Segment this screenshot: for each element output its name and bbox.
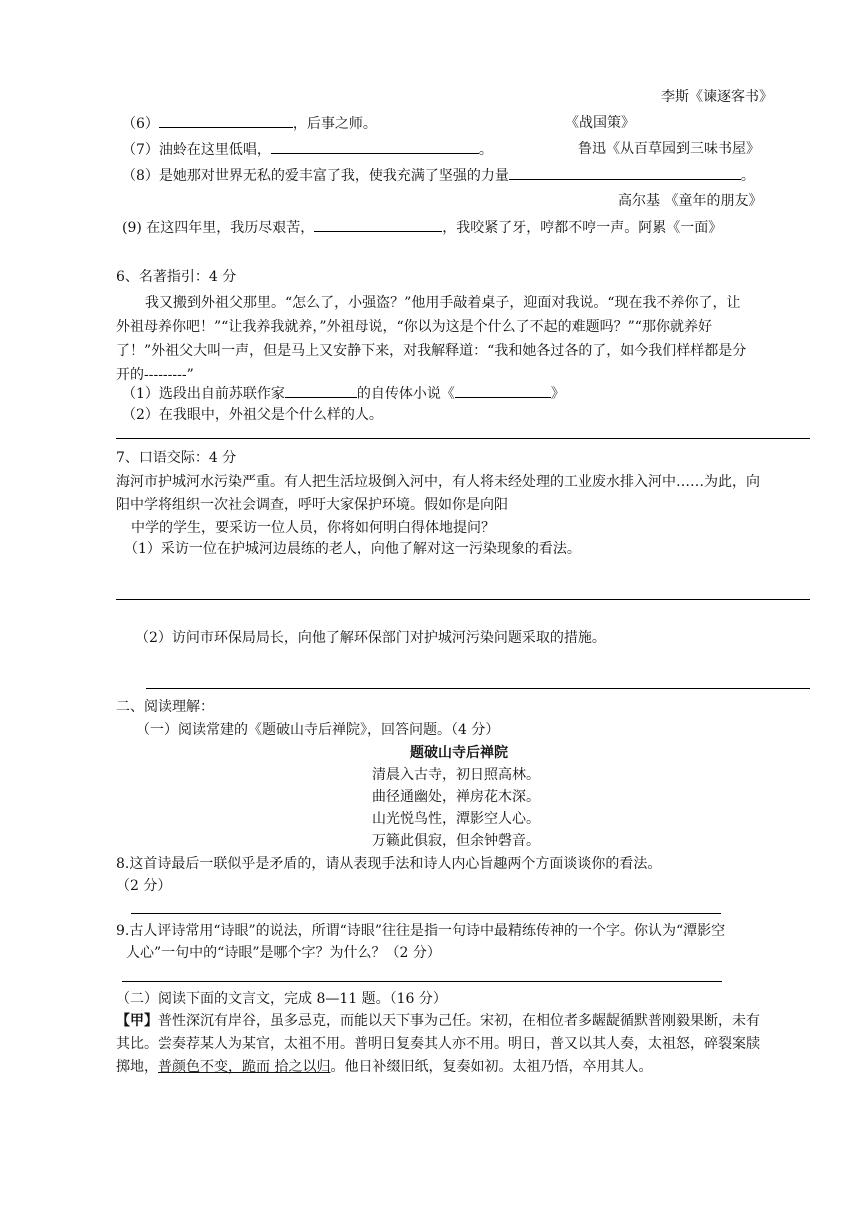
source-alei: 阿累《一面》 bbox=[638, 220, 723, 236]
question-8 bbox=[122, 164, 755, 187]
section-6-q1 bbox=[122, 382, 565, 405]
section-6-title: 6、名著指引：4 分 bbox=[116, 269, 237, 285]
classical-text-line bbox=[116, 1010, 760, 1032]
poem-line: 山光悦鸟性，潭影空人心。 bbox=[372, 811, 540, 827]
passage-line: 中学的学生，要采访一位人员，你将如何明白得体地提问？ bbox=[131, 520, 495, 536]
author-blank[interactable] bbox=[285, 382, 357, 398]
underlined-sentence: 普颜色不变，跪而 拾之以归 bbox=[158, 1059, 331, 1075]
reading-2-heading: （二）阅读下面的文言文，完成 8—11 题。（16 分） bbox=[116, 991, 447, 1007]
section-7-q1: （1）采访一位在护城河边晨练的老人，向他了解对这一污染现象的看法。 bbox=[124, 541, 581, 557]
classical-text-line bbox=[116, 1056, 652, 1078]
question-8-text: 8.这首诗最后一联似乎是矛盾的，请从表现手法和诗人内心旨趣两个方面谈谈你的看法。 bbox=[116, 856, 662, 872]
question-number: （7） bbox=[122, 142, 159, 158]
question-number: （8） bbox=[122, 168, 159, 184]
question-9 bbox=[122, 216, 722, 239]
question-text: 的自传体小说《 bbox=[356, 386, 455, 402]
question-9-text: 9.古人评诗常用“诗眼”的说法，所谓“诗眼”往往是指一句诗中最精练传神的一个字。你认为“潭影空 bbox=[116, 923, 726, 939]
question-6 bbox=[122, 112, 377, 135]
classical-text: 。他日补缀旧纸，复奏如初。太祖乃悟，卒用其人。 bbox=[330, 1059, 653, 1075]
question-text: 油蛉在这里低唱， bbox=[158, 142, 271, 158]
question-7 bbox=[122, 138, 493, 161]
passage-line: 了！”外祖父大叫一声，但是马上又安静下来，对我解释道：“我和她各过各的了，如今我们样样都是分 bbox=[116, 343, 747, 359]
poem-line: 万籁此俱寂，但余钟磬音。 bbox=[372, 833, 540, 849]
answer-blank[interactable] bbox=[314, 216, 442, 232]
question-text: 是她那对世界无私的爱丰富了我，使我充满了坚强的力量 bbox=[158, 168, 509, 184]
question-9-text-cont: 人心”一句中的“诗眼”是哪个字？为什么？（2 分） bbox=[126, 945, 441, 961]
classical-text-line: 其比。尝奏荐某人为某官，太祖不用。普明日复奏其人亦不用。明日，普又以其人奏，太祖怒，碎裂案牍 bbox=[116, 1036, 760, 1052]
question-text: 在这四年里，我历尽艰苦， bbox=[146, 220, 315, 236]
question-number: （6） bbox=[122, 116, 159, 132]
answer-blank[interactable] bbox=[271, 138, 479, 154]
source-luxun: 鲁迅《从百草园到三味书屋》 bbox=[578, 141, 760, 157]
source-lisi: 李斯《谏逐客书》 bbox=[661, 89, 773, 105]
passage-line: 我又搬到外祖父那里。“怎么了，小强盗？”他用手敲着桌子，迎面对我说。“现在我不养你了，让 bbox=[145, 295, 741, 311]
classical-text: 掷地， bbox=[116, 1059, 158, 1075]
poem-line: 清晨入古寺，初日照高林。 bbox=[372, 767, 540, 783]
question-text: 。 bbox=[478, 142, 493, 158]
question-number: (9) bbox=[122, 220, 142, 236]
poem-title: 题破山寺后禅院 bbox=[410, 745, 508, 761]
question-text: ，我咬紧了牙，哼都不哼一声。 bbox=[442, 220, 639, 236]
section-7-q2: （2）访问市环保局局长，向他了解环保部门对护城河污染问题采取的措施。 bbox=[135, 630, 606, 646]
question-8-score: （2 分） bbox=[116, 878, 172, 894]
answer-line[interactable] bbox=[146, 688, 810, 689]
question-text: 。 bbox=[740, 168, 755, 184]
question-text: 》 bbox=[550, 386, 565, 402]
answer-line[interactable] bbox=[116, 438, 810, 439]
passage-line: 外祖母养你吧！”“让我养我就养，”外祖母说，“你以为这是个什么了不起的难题吗？”“那你就养好 bbox=[116, 319, 712, 335]
question-text: ，后事之师。 bbox=[292, 116, 377, 132]
answer-blank[interactable] bbox=[509, 164, 741, 180]
reading-1-heading: （一）阅读常建的《题破山寺后禅院》，回答问题。（4 分） bbox=[136, 722, 500, 738]
passage-line: 开的---------” bbox=[116, 367, 194, 383]
title-blank[interactable] bbox=[455, 382, 551, 398]
passage-line: 阳中学将组织一次社会调查，呼吁大家保护环境。假如你是向阳 bbox=[116, 497, 508, 513]
jia-label: 【甲】 bbox=[116, 1013, 158, 1029]
question-text: （1）选段出自前苏联作家 bbox=[122, 386, 285, 402]
section-7-title: 7、口语交际：4 分 bbox=[116, 450, 237, 466]
passage-line: 海河市护城河水污染严重。有人把生活垃圾倒入河中，有人将未经处理的工业废水排入河中……为此，向 bbox=[116, 474, 760, 490]
poem-line: 曲径通幽处，禅房花木深。 bbox=[372, 789, 540, 805]
section-6-q2: （2）在我眼中，外祖父是个什么样的人。 bbox=[122, 407, 383, 423]
classical-text: 普性深沉有岸谷，虽多忌克，而能以天下事为己任。宋初，在相位者多龌龊循默普刚毅果断，未有 bbox=[158, 1013, 760, 1029]
source-zhanguoce: 《战国策》 bbox=[565, 115, 635, 131]
answer-blank[interactable] bbox=[159, 112, 293, 128]
answer-line[interactable] bbox=[122, 981, 722, 982]
answer-line[interactable] bbox=[131, 913, 721, 914]
source-gorky: 高尔基 《童年的朋友》 bbox=[618, 193, 763, 209]
part-2-title: 二、阅读理解： bbox=[116, 699, 214, 715]
answer-line[interactable] bbox=[116, 599, 810, 600]
